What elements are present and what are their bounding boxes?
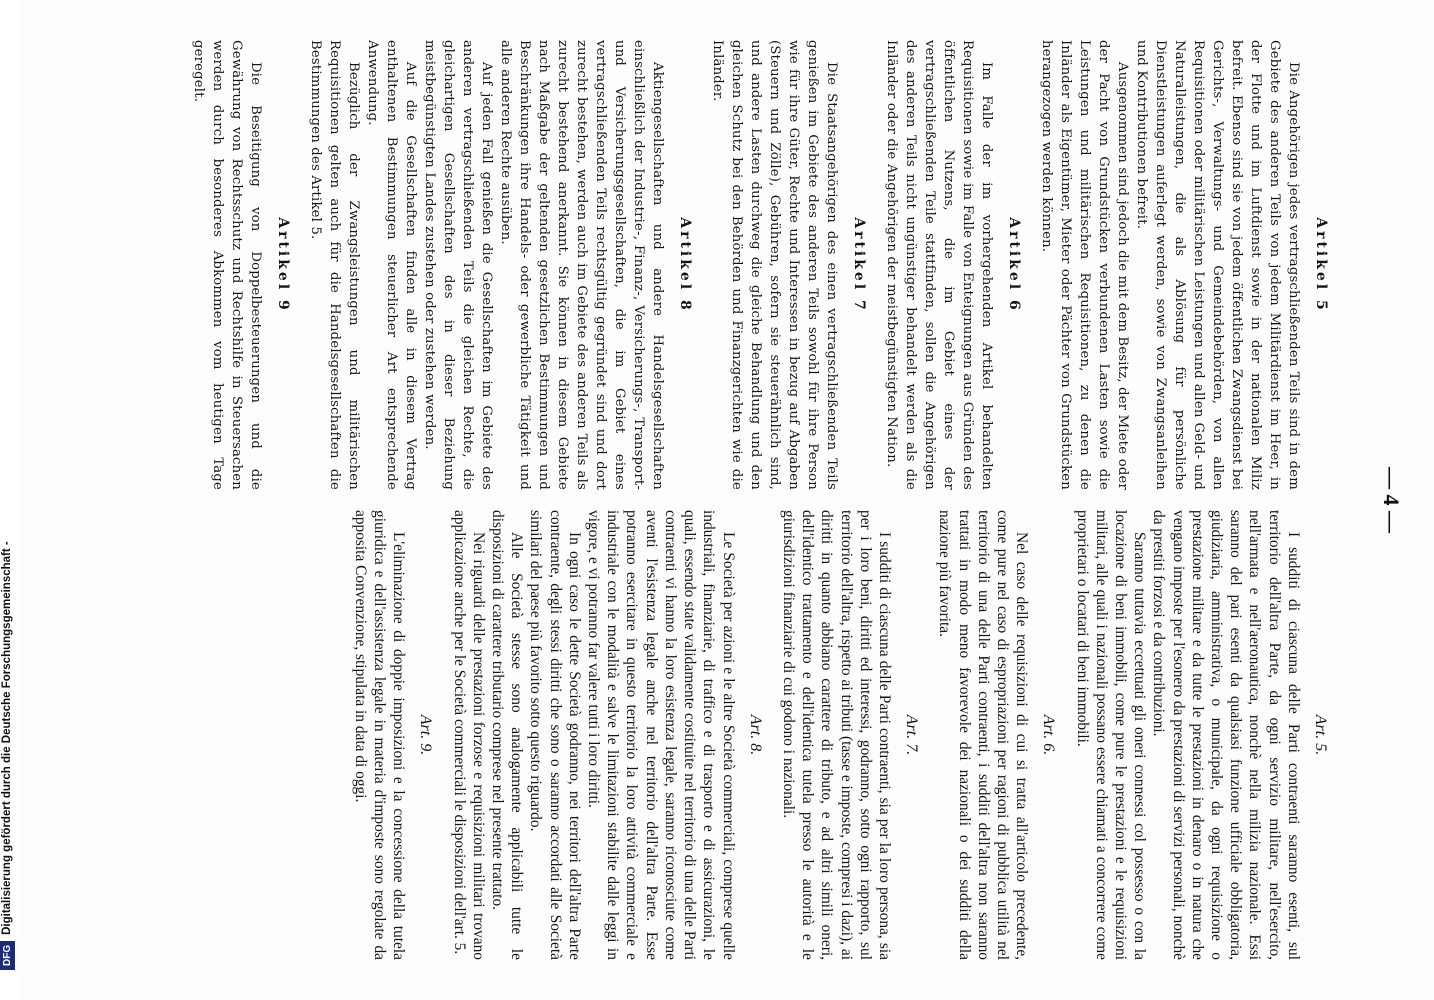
german-paragraph: Ausgenommen sind jedoch die mit dem Besitz, der Miete oder der Pacht von Grundstücken verbundenen Lasten sowie die Leistungen und militärischen Requisitionen, zu denen die Inländer als Eigentümer, Mieter oder Pächter von Grundstücken herangezogen werden können.	[1039, 40, 1130, 490]
italian-paragraph: Alle Società stesse sono analogamente applicabili tutte le disposizioni di carattere tributario comprese nel presente trattato.	[489, 510, 526, 960]
german-text-column	[189, 40, 1344, 490]
italian-paragraph: I sudditi di ciascuna delle Parti contraenti saranno esenti, sul territorio dell'altra Parte, da ogni servizio militare, nell'esercito, nell'armata e nell'aeronautica, nonchè nella milizia nazionale. Essi saranno del pari esenti da qualsiasi funzione ufficiale obbligatoria, giudiziaria, amministrativa, o municipale, da ogni requisizione o prestazione militare e da tutte le prestazioni in denaro o in natura che vengano imposte per l'esonero da prestazioni di servizi personali, nonchè da prestiti forzosi e da contribuzioni.	[1150, 510, 1302, 960]
german-article-heading: Artikel 7	[851, 217, 867, 313]
digitization-footer	[0, 0, 20, 1000]
german-article-heading: Artikel 9	[275, 217, 291, 313]
german-article-heading: Artikel 8	[677, 217, 693, 313]
italian-paragraph: Nel caso delle requisizioni di cui si tratta all'articolo precedente, come pure nel caso di espropriazioni per ragioni di pubblica utilità nel territorio di una delle Parti contraenti, i sudditi dell'altra non saranno trattati in modo meno favorevole dei nazionali o dei sudditi della nazione più favorita.	[936, 510, 1031, 960]
german-paragraph: Auf die Gesellschaften finden alle in diesem Vertrag enthaltenen Bestimmungen steuerlicher Art entsprechende Anwendung.	[365, 40, 418, 490]
german-paragraph: Die Beseitigung von Doppelbesteuerungen und die Gewährung von Rechtsschutz und Rechtshilfe in Steuersachen werden durch besonderes Abkommen vom heutigen Tage geregelt.	[191, 40, 263, 490]
italian-article-heading: Art. 7.	[903, 714, 921, 756]
italian-paragraph: Le Società per azioni e le altre Società commerciali, comprese quelle industriali, finanziarie, di traffico e di trasporto e di assicurazioni, le quali, essendo state validamente costituite nel territorio di una delle Parti contraenti vi hanno la loro esistenza legale, saranno riconosciute come aventi l'esistenza legale anche nel territorio dell'altra Parte. Esse potranno esercitare in questo territorio la loro attività commerciale e industriale con le modalità e salve le limitazioni stabilite dalle leggi in vigore, e vi potranno far valere tutti i loro diritti.	[585, 510, 737, 960]
italian-paragraph: L'eliminazione di doppie imposizioni e la concessione della tutela giuridica e dell'assistenza legale in materia d'imposte sono regolate da apposita Convenzione, stipulata in data di oggi.	[351, 510, 408, 960]
italian-article-heading: Art. 6.	[1040, 714, 1058, 756]
italian-article-heading: Art. 8.	[746, 714, 764, 756]
italian-paragraph: Nei riguardi delle prestazioni forzose e requisizioni militari trovano applicazione anche per le Società commerciali le disposizioni dell'art. 5.	[450, 510, 487, 960]
german-article-heading: Artikel 6	[1006, 217, 1022, 313]
german-paragraph: Auf jeden Fall genießen die Gesellschaften im Gebiete des anderen vertragschließenden Teils die gleichen Rechte, die gleichartigen Gesellschaften des in dieser Beziehung meistbegünstigten Landes zustehen oder zustehen werden.	[422, 40, 494, 490]
italian-paragraph: Saranno tuttavia eccettuati gli oneri connessi col possesso o con la locazione di beni immobili, come pure le prestazioni e le requisizioni militari, alle quali i nazionali possano essere chiamati a concorrere come proprietari o locatari di beni immobili.	[1073, 510, 1149, 960]
italian-article-heading: Art. 9.	[417, 714, 435, 756]
italian-article-heading: Art. 5.	[1312, 714, 1329, 756]
german-paragraph: Bezüglich der Zwangsleistungen und militärischen Requisitionen gelten auch für die Handelsgesellschaften die Bestimmungen des Artikel 5.	[308, 40, 361, 490]
dfg-logo: DFG	[0, 941, 15, 970]
page-number: — 4 —	[1379, 467, 1404, 533]
italian-paragraph: In ogni caso le dette Società godranno, nei territori dell'altra Parte contraente, degli stessi diritti che sono o saranno accordati alle Società similari del paese più favorito sotto questo riguardo.	[527, 510, 583, 960]
german-paragraph: Im Falle der im vorhergehenden Artikel behandelten Requisitionen sowie im Falle von Enteignungen aus Gründen des öffentlichen Nutzens, die im Gebiet eines der vertragschließenden Teile stattfinden, sollen die Angehörigen des anderen Teils nicht ungünstiger behandelt werden als die Inländer oder die Angehörigen der meistbegünstigten Nation.	[884, 40, 994, 490]
german-paragraph: Die Staatsangehörigen des einen vertragschließenden Teils genießen im Gebiete des anderen Teils sowohl für ihre Person wie für ihre Güter, Rechte und Interessen in bezug auf Abgaben (Steuern und Zölle), Gebühren, sofern sie steuerähnlich sind, und andere Lasten durchweg die gleiche Behandlung und den gleichen Schutz bei den Behörden und Finanzgerichten wie die Inländer.	[710, 40, 839, 490]
footer-credit-text: Digitalisierung gefördert durch die Deutsche Forschungsgemeinschaft -	[1, 541, 13, 935]
german-paragraph: Die Angehörigen jedes vertragschließenden Teils sind in dem Gebiete des anderen Teils von jedem Militärdienst im Heer, in der Flotte und im Luftdienst sowie in der nationalen Miliz befreit. Ebenso sind sie von jedem öffentlichen Zwangsdienst bei Gerichts-, Verwaltungs- und Gemeindebehörden, von allen Requisitionen oder militärischen Leistungen und allen Geld- und Naturalleistungen, die als Ablösung für persönliche Dienstleistungen auferlegt werden, sowie von Zwangsanleihen und Kontributionen befreit.	[1134, 40, 1301, 490]
german-article-heading: Artikel 5	[1313, 217, 1329, 313]
german-paragraph: Aktiengesellschaften und andere Handelsgesellschaften einschließlich der Industrie-, Finanz-, Versicherungs-, Transport- und Versicherungsgesellschaften, die im Gebiet eines vertragschließenden Teils rechtsgültig gegründet sind und dort zurecht bestehen, werden auch im Gebiete des anderen Teils als zurecht bestehend anerkannt. Sie können in diesem Gebiete nach Maßgabe der geltenden gesetzlichen Bestimmungen und Beschränkungen ihre Handels- oder gewerbliche Tätigkeit und alle anderen Rechte ausüben.	[498, 40, 665, 490]
footer-credit	[0, 0, 20, 970]
italian-paragraph: I sudditi di ciascuna delle Parti contraenti, sia per la loro persona, sia per i loro beni, diritti ed interessi, godranno, sotto ogni rapporto, sul territorio dell'altra, rispetto ai tributi (tasse e imposte, compresi i dazi), ai diritti in quanto abbiano carattere di tributo, e ad altri simili oneri, dell'identico trattamento e dell'identica tutela presso le autorità e le giurisdizioni finanziarie di cui godono i nazionali.	[779, 510, 893, 960]
italian-text-column	[351, 510, 1344, 960]
